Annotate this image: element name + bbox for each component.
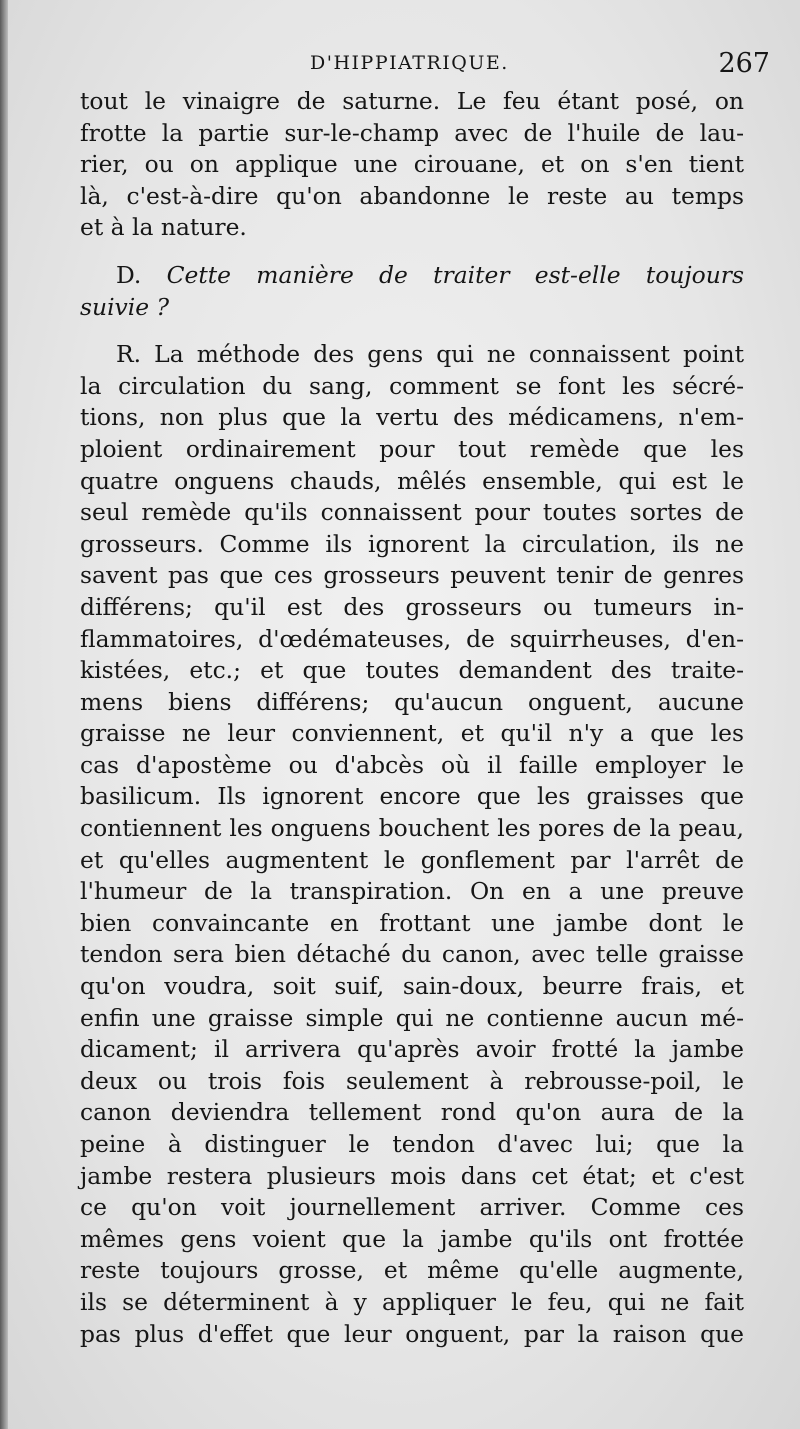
- question-label: D.: [116, 260, 142, 289]
- text-line: basilicum. Ils ignorent encore que les graisses que: [80, 782, 744, 811]
- text-line: cas d'apostème ou d'abcès où il faille employer le: [80, 750, 744, 779]
- text-line: tendon sera bien détaché du canon, avec telle graisse: [80, 940, 744, 969]
- text-line: frotte la partie sur-le-champ avec de l'huile de lau-: [80, 118, 744, 147]
- text-line: différens; qu'il est des grosseurs ou tumeurs in-: [80, 592, 744, 621]
- text-line: l'humeur de la transpiration. On en a une preuve: [80, 877, 744, 906]
- text-line: reste toujours grosse, et même qu'elle augmente,: [80, 1256, 744, 1285]
- text-line: enfin une graisse simple qui ne contienne aucun mé-: [80, 1003, 744, 1032]
- text-line: et à la nature.: [80, 213, 247, 242]
- text-line: savent pas que ces grosseurs peuvent tenir de genres: [80, 561, 744, 590]
- text-block: [80, 86, 744, 1350]
- text-line: là, c'est-à-dire qu'on abandonne le reste au temps: [80, 181, 744, 210]
- paragraph-answer: [80, 339, 744, 1350]
- running-title: D'HIPPIATRIQUE.: [310, 52, 509, 74]
- text-line: quatre onguens chauds, mêlés ensemble, qui est le: [80, 466, 744, 495]
- text-line: contiennent les onguens bouchent les pores de la peau,: [80, 814, 744, 843]
- text-line: seul remède qu'ils connaissent pour toutes sortes de: [80, 498, 744, 527]
- text-line: flammatoires, d'œdémateuses, de squirrheuses, d'en-: [80, 624, 744, 653]
- text-line: ce qu'on voit journellement arriver. Comme ces: [80, 1193, 744, 1222]
- text-line: qu'on voudra, soit suif, sain-doux, beurre frais, et: [80, 972, 744, 1001]
- text-line: graisse ne leur conviennent, et qu'il n'y a que les: [80, 719, 744, 748]
- text-line: bien convaincante en frottant une jambe dont le: [80, 908, 744, 937]
- text-line: suivie ?: [80, 292, 170, 321]
- page-number: 267: [718, 48, 770, 79]
- paragraph-gap: [80, 244, 744, 260]
- text-line: dicament; il arrivera qu'après avoir frotté la jambe: [80, 1035, 744, 1064]
- text-line: ploient ordinairement pour tout remède que les: [80, 434, 744, 463]
- running-head: [0, 48, 800, 82]
- text-line: ils se déterminent à y appliquer le feu, qui ne fait: [80, 1287, 744, 1316]
- answer-text: La méthode des gens qui ne connaissent point: [154, 340, 745, 369]
- text-line: tions, non plus que la vertu des médicamens, n'em-: [80, 403, 744, 432]
- text-line: [80, 260, 744, 292]
- page-edge-shadow: [0, 0, 8, 1429]
- paragraph-gap: [80, 323, 744, 339]
- text-line: la circulation du sang, comment se font les sécré-: [80, 371, 744, 400]
- text-line: mens biens différens; qu'aucun onguent, aucune: [80, 687, 744, 716]
- text-line: rier, ou on applique une cirouane, et on s'en tient: [80, 150, 744, 179]
- paragraph-continuation: [80, 86, 744, 244]
- text-line: [80, 339, 744, 371]
- paragraph-question: [80, 260, 744, 323]
- text-line: peine à distinguer le tendon d'avec lui; que la: [80, 1130, 744, 1158]
- text-line: mêmes gens voient que la jambe qu'ils ont frottée: [80, 1224, 744, 1253]
- text-line: canon deviendra tellement rond qu'on aura de la: [80, 1098, 744, 1127]
- question-text: Cette manière de traiter est-elle toujours: [166, 260, 744, 289]
- text-line: deux ou trois fois seulement à rebrousse-poil, le: [80, 1066, 744, 1095]
- text-line: jambe restera plusieurs mois dans cet état; et c'est: [80, 1161, 744, 1190]
- text-line: kistées, etc.; et que toutes demandent des traite-: [80, 656, 744, 685]
- text-line: grosseurs. Comme ils ignorent la circulation, ils ne: [80, 529, 744, 558]
- text-line: pas plus d'effet que leur onguent, par la raison que: [80, 1319, 744, 1348]
- answer-label: R.: [116, 340, 142, 369]
- text-line: et qu'elles augmentent le gonflement par l'arrêt de: [80, 845, 744, 874]
- text-line: tout le vinaigre de saturne. Le feu étant posé, on: [80, 87, 744, 115]
